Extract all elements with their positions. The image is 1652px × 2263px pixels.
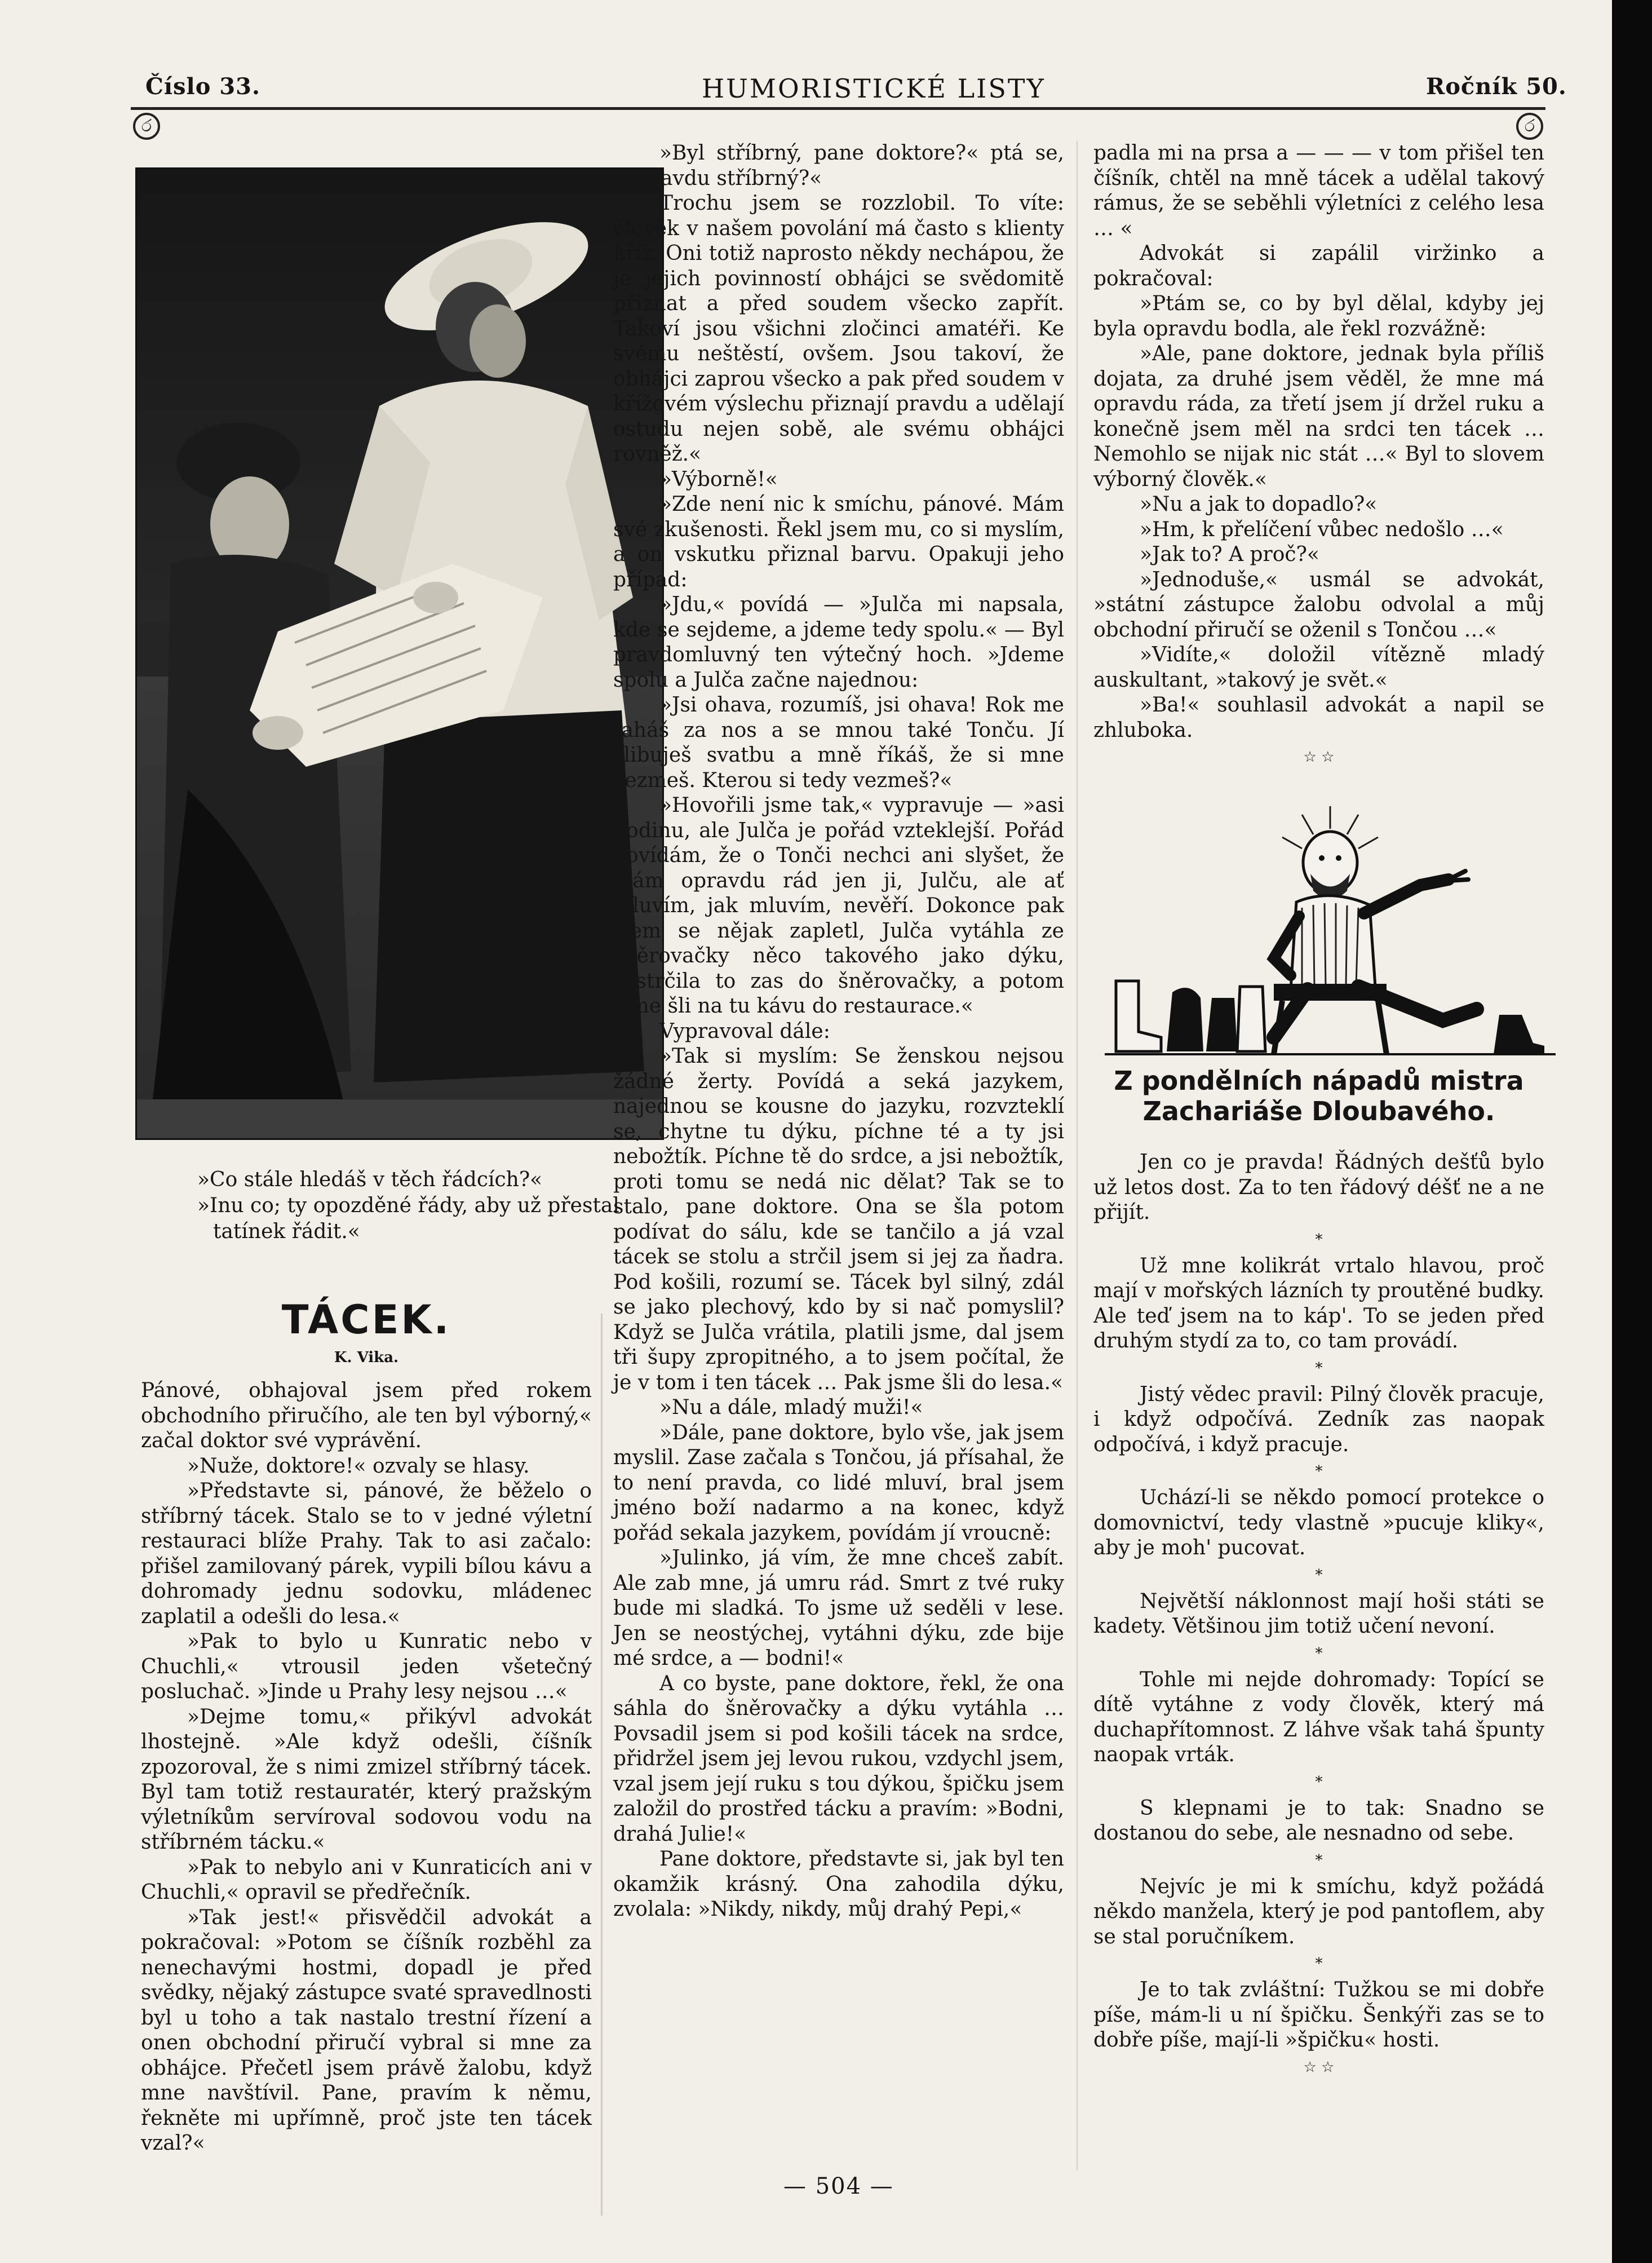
caption-line-2: »Inu co; ty opozděné řády, aby už přestal bbox=[197, 1194, 619, 1217]
paragraph: »Nuže, doktore!« ozvaly se hlasy. bbox=[187, 1454, 530, 1478]
aphorisms-column bbox=[1093, 1150, 1544, 2081]
paragraph: »Jdu,« povídá — »Julča mi napsala, kde se sejdeme, a jdeme tedy spolu.« — Byl pravdomluvný ten výtečný hoch. »Jdeme spolu a Julča začne najednou: bbox=[613, 593, 1064, 692]
separator-asterisk: * bbox=[1315, 1566, 1323, 1584]
paragraph: »Hovořili jsme tak,« vypravuje — »asi hodinu, ale Julča je pořád vzteklejší. Pořád povídám, že o Tonči nechci ani slyšet, že mám opravdu rád jen ji, Julču, ale ať mluvím, jak mluvím, nevěří. Dokonce pak jsem se nějak zapletl, Julča vytáhla ze šněrovačky něco takového jako dýku, zastrčila to zas do šněrovačky, a potom jsme šli na tu kávu do restaurace.« bbox=[613, 794, 1064, 1018]
cartoon-drawing bbox=[1105, 795, 1556, 1060]
paragraph: »Ale, pane doktore, jednak byla příliš dojata, za druhé jsem věděl, že mne má opravdu ráda, za třetí jsem jí držel ruku a konečně jsem měl na srdci ten tácek … Nemohlo se nijak nic stát …« Byl to slovem výborný člověk.« bbox=[1093, 342, 1544, 491]
column-divider bbox=[601, 1314, 603, 2216]
separator-asterisk: * bbox=[1315, 1359, 1323, 1377]
right-ornament-icon: ර bbox=[1516, 113, 1543, 140]
paragraph: »Nu a jak to dopadlo?« bbox=[1140, 493, 1378, 516]
two-women-reading-newspaper-picture bbox=[135, 167, 664, 1140]
paragraph: Pane doktore, představte si, jak byl ten okamžik krásný. Ona zahodila dýku, zvolala: »Nikdy, nikdy, můj drahý Pepi,« bbox=[613, 1847, 1064, 1921]
separator-asterisk: * bbox=[1315, 1851, 1323, 1869]
paragraph: »Dále, pane doktore, bylo vše, jak jsem myslil. Zase začala s Tončou, já přísahal, že to není pravda, co lidé mluví, bral jsem jméno boží nadarmo a na konec, když pořád sekala jazykem, povídám jí vroucně: bbox=[613, 1421, 1064, 1545]
paragraph: Advokát si zapálil viržinko a pokračoval: bbox=[1093, 242, 1544, 290]
paragraph: »Jednoduše,« usmál se advokát, »státní zástupce žalobu odvolal a můj obchodní přiručí se oženil s Tončou …« bbox=[1093, 568, 1544, 642]
separator-asterisk: * bbox=[1315, 1645, 1323, 1662]
aphorism: Už mne kolikrát vrtalo hlavou, proč mají v mořských lázních ty proutěné budky. Ale teď jsem na to káp'. To se jeden před druhým stydí za to, co tam provádí. bbox=[1093, 1254, 1544, 1353]
paragraph: »Vidíte,« doložil vítězně mladý auskultant, »takový je svět.« bbox=[1093, 643, 1544, 692]
story-title: TÁCEK. bbox=[281, 1297, 451, 1343]
paragraph: »Pak to bylo u Kunratic nebo v Chuchli,« vtrousil jeden všetečný posluchač. »Jinde u Prahy lesy nejsou …« bbox=[141, 1630, 592, 1703]
aphorism: Největší náklonnost mají hoši státi se kadety. Většinou jim totiž učení nevoní. bbox=[1093, 1589, 1544, 1638]
volume-number: Ročník 50. bbox=[1426, 73, 1567, 100]
story-column-1 bbox=[141, 1378, 592, 2156]
paragraph: »Julinko, já vím, že mne chceš zabít. Ale zab mne, já umru rád. Smrt z tvé ruky bude mi sladká. To jsme už seděli v lese. Jen se neostýchej, vytáhni dýku, zde bije mé srdce, a — bodni!« bbox=[613, 1546, 1064, 1670]
aphorism: S klepnami je to tak: Snadno se dostanou do sebe, ale nesnadno od sebe. bbox=[1093, 1796, 1544, 1845]
paragraph: »Hm, k přelíčení vůbec nedošlo …« bbox=[1140, 518, 1504, 541]
column-divider bbox=[1077, 141, 1078, 2171]
story-column-3 bbox=[1093, 141, 1544, 771]
story-author: K. Vika. bbox=[334, 1349, 399, 1366]
illustration-drawing bbox=[137, 169, 662, 1138]
paragraph: »Výborně!« bbox=[659, 467, 778, 491]
paragraph: A co byste, pane doktore, řekl, že ona sáhla do šněrovačky a dýku vytáhla … Povsadil jsem si pod košili tácek na srdce, přidržel jsem jej levou rukou, vzdychl jsem, vzal jsem její ruku s tou dýkou, špičku jsem založil do prostřed tácku a pravím: »Bodni, drahá Julie!« bbox=[613, 1672, 1064, 1846]
paragraph: »Zde není nic k smíchu, pánové. Mám své zkušenosti. Řekl jsem mu, co si myslím, a on vskutku přiznal barvu. Opakuji jeho případ: bbox=[613, 493, 1064, 591]
man-seated-among-boots-cartoon bbox=[1105, 795, 1556, 1060]
separator-asterisk: * bbox=[1315, 1463, 1323, 1480]
paragraph: »Dejme tomu,« přikývl advokát lhostejně. »Ale když odešli, číšník zpozoroval, že s nimi zmizel stříbrný tácek. Byl tam totiž restauratér, který pražským výletníkům servíroval sodovou vodu na stříbrném tácku.« bbox=[141, 1705, 592, 1854]
aphorism: Uchází-li se někdo pomocí protekce o domovnictví, tedy vlastně »pucuje kliky«, aby je moh' pucovat. bbox=[1093, 1486, 1544, 1559]
illustration-caption bbox=[197, 1167, 648, 1245]
paragraph: »Představte si, pánové, že běželo o stříbrný tácek. Stalo se to v jedné výletní restauraci blíže Prahy. Tak to asi začalo: přišel zamilovaný párek, vypili bílou kávu a dohromady jednu sodovku, mládenec zaplatil a odešli do lesa.« bbox=[141, 1479, 592, 1628]
paragraph: »Ba!« souhlasil advokát a napil se zhluboka. bbox=[1093, 693, 1544, 742]
paragraph: Pánové, obhajoval jsem před rokem obchodního přiručího, ale ten byl výborný,« začal doktor své vyprávění. bbox=[141, 1379, 592, 1452]
section-end-stars: ☆ ☆ bbox=[1303, 2058, 1335, 2076]
section-title: Z pondělních nápadů mistra Zachariáše Dloubavého. bbox=[1114, 1066, 1524, 1126]
caption-line-1: »Co stále hledáš v těch řádcích?« bbox=[197, 1168, 543, 1191]
paragraph: Vypravoval dále: bbox=[659, 1019, 830, 1043]
issue-number: Číslo 33. bbox=[145, 73, 260, 100]
separator-asterisk: * bbox=[1315, 1773, 1323, 1791]
aphorism: Je to tak zvláštní: Tužkou se mi dobře píše, mám-li u ní špičku. Šenkýři zas se to dobře píše, mají-li »špičku« hosti. bbox=[1093, 1978, 1544, 2052]
paragraph: »Nu a dále, mladý muži!« bbox=[659, 1396, 923, 1419]
paragraph: »Jsi ohava, rozumíš, jsi ohava! Rok me taháš za nos a se mnou také Tonču. Jí slibuješ svatbu a mně říkáš, že si mne vezmeš. Kterou si tedy vezmeš?« bbox=[613, 693, 1064, 792]
paragraph: padla mi na prsa a — — — v tom přišel ten číšník, chtěl na mně tácek a udělal takový rámus, že se seběhli výletníci z celého lesa … « bbox=[1093, 142, 1544, 240]
paragraph: »Tak si myslím: Se ženskou nejsou žádné žerty. Povídá a seká jazykem, najednou se kousne do jazyku, rozvzteklí se, chytne tu dýku, píchne té a ty jsi nebožtík. Píchne tě do srdce, a jsi nebožtík, proti tomu se nedá nic dělat? Tak se to stalo, pane doktore. Ona se šla potom podívat do sálu, kde se tančilo a já vzal tácek se stolu a strčil jsem si jej za ňadra. Pod košili, rozumí se. Tácek byl silný, zdál se jako plechový, kdo by si nač pomyslil? Když se Julča vrátila, platili jsme, dal jsem tři šupy zpropitného, a to jsem počítal, že je v tom i ten tácek … Pak jsme šli do lesa.« bbox=[613, 1045, 1064, 1394]
story-column-2 bbox=[613, 141, 1064, 1922]
section-end-stars: ☆ ☆ bbox=[1303, 749, 1335, 766]
separator-asterisk: * bbox=[1315, 1231, 1323, 1248]
page-number: — 504 — bbox=[783, 2173, 894, 2199]
caption-line-3: tatínek řádit.« bbox=[213, 1220, 360, 1243]
separator-asterisk: * bbox=[1315, 1955, 1323, 1972]
masthead-title: HUMORISTICKÉ LISTY bbox=[702, 73, 1046, 104]
aphorism: Tohle mi nejde dohromady: Topící se dítě vytáhne z vody člověk, který má duchapřítomnost. Z láhve však tahá špunty naopak vrták. bbox=[1093, 1668, 1544, 1766]
aphorism: Jistý vědec pravil: Pilný člověk pracuje, i když odpočívá. Zedník zas naopak odpočívá, i když pracuje. bbox=[1093, 1382, 1544, 1456]
paragraph: »Ptám se, co by byl dělal, kdyby jej byla opravdu bodla, ale řekl rozvážně: bbox=[1093, 292, 1544, 341]
left-ornament-icon: ර bbox=[133, 113, 160, 140]
paragraph: »Jak to? A proč?« bbox=[1140, 543, 1319, 566]
header-rule bbox=[131, 107, 1545, 110]
paragraph: »Pak to nebylo ani v Kunraticích ani v Chuchli,« opravil se předřečník. bbox=[141, 1855, 592, 1904]
aphorism: Nejvíc je mi k smíchu, když požádá někdo manžela, který je pod pantoflem, aby se stal poručníkem. bbox=[1093, 1875, 1544, 1948]
paragraph: Trochu jsem se rozzlobil. To víte: člověk v našem povolání má často s klienty kříž. Oni totiž naprosto někdy nechápou, že je jejich povinností obhájci se svědomitě přiznat a před soudem všecko zapřít. Takoví jsou všichni zločinci amatéři. Ke svému neštěstí, ovšem. Jsou takoví, že obhájci zaprou všecko a pak před soudem v křížovém výslechu přiznají pravdu a udělají ostudu nejen sobě, ale svému obhájci rovněž.« bbox=[613, 192, 1064, 466]
paragraph: »Tak jest!« přisvědčil advokát a pokračoval: »Potom se číšník rozběhl za nenechavými hostmi, dopadl je před svědky, nějaký zástupce svaté spravedlnosti byl u toho a tak nastalo trestní řízení a onen obchodní přiručí vybral si mne za obhájce. Přečetl jsem právě žalobu, když mne navštívil. Pane, pravím k němu, řekněte mi upřímně, proč jste ten tácek vzal?« bbox=[141, 1906, 592, 2155]
paragraph: »Byl stříbrný, pane doktore?« ptá se, »opravdu stříbrný?« bbox=[613, 142, 1064, 190]
aphorism: Jen co je pravda! Řádných dešťů bylo už letos dost. Za to ten řádový déšť ne a ne přijít. bbox=[1093, 1151, 1544, 1224]
